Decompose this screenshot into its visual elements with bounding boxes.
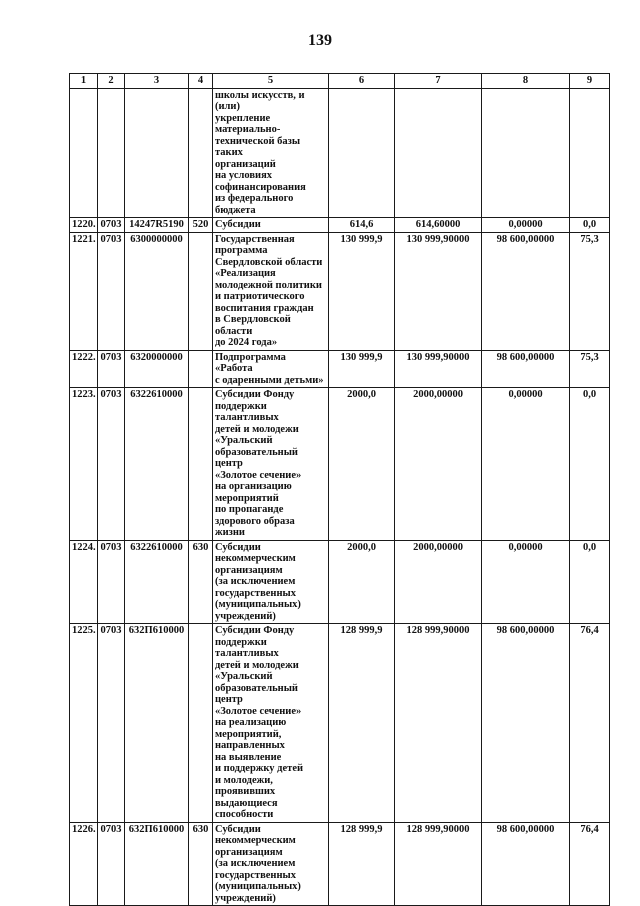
executed-amount: 0,00000	[482, 388, 570, 541]
header-col-3: 3	[125, 74, 189, 89]
target-article-code: 6322610000	[125, 540, 189, 624]
budget-table	[69, 73, 610, 906]
planned-amount: 2000,00000	[395, 388, 482, 541]
row-number: 1224.	[70, 540, 98, 624]
row-number: 1220.	[70, 218, 98, 233]
planned-amount: 2000,00000	[395, 540, 482, 624]
target-article-code: 6320000000	[125, 350, 189, 388]
table-row	[70, 388, 610, 541]
approved-amount: 130 999,9	[329, 232, 395, 350]
expense-type-code	[189, 232, 213, 350]
header-row	[70, 74, 610, 89]
section-code: 0703	[98, 540, 125, 624]
approved-amount: 128 999,9	[329, 624, 395, 823]
table-row	[70, 218, 610, 233]
expense-type-code: 520	[189, 218, 213, 233]
row-number: 1225.	[70, 624, 98, 823]
table-row	[70, 88, 610, 218]
header-col-4: 4	[189, 74, 213, 89]
header-col-1: 1	[70, 74, 98, 89]
execution-percent: 0,0	[570, 540, 610, 624]
section-code: 0703	[98, 232, 125, 350]
approved-amount: 2000,0	[329, 388, 395, 541]
table-row	[70, 232, 610, 350]
executed-amount: 0,00000	[482, 218, 570, 233]
execution-percent: 76,4	[570, 624, 610, 823]
executed-amount: 98 600,00000	[482, 350, 570, 388]
expense-type-code	[189, 388, 213, 541]
header-col-2: 2	[98, 74, 125, 89]
item-name: школы искусств, и (или) укрепление материально- технической базы таких организаций на условиях софинансирования из федерального бюджета	[213, 88, 329, 218]
execution-percent: 75,3	[570, 232, 610, 350]
expense-type-code	[189, 624, 213, 823]
item-name: Подпрограмма «Работа с одаренными детьми»	[213, 350, 329, 388]
item-name: Субсидии Фонду поддержки талантливых детей и молодежи «Уральский образовательный центр «Золотое сечение» на реализацию мероприятий, направленных на выявление и поддержку детей и молодежи, проявивших выдающиеся способности	[213, 624, 329, 823]
executed-amount: 98 600,00000	[482, 232, 570, 350]
target-article-code: 14247R5190	[125, 218, 189, 233]
row-number: 1226.	[70, 822, 98, 906]
target-article-code: 632П610000	[125, 822, 189, 906]
table-row	[70, 350, 610, 388]
expense-type-code	[189, 350, 213, 388]
execution-percent: 0,0	[570, 388, 610, 541]
executed-amount	[482, 88, 570, 218]
item-name: Государственная программа Свердловской области «Реализация молодежной политики и патриотического воспитания граждан в Свердловской области до 2024 года»	[213, 232, 329, 350]
expense-type-code	[189, 88, 213, 218]
section-code	[98, 88, 125, 218]
execution-percent: 76,4	[570, 822, 610, 906]
header-col-9: 9	[570, 74, 610, 89]
planned-amount: 128 999,90000	[395, 822, 482, 906]
approved-amount: 2000,0	[329, 540, 395, 624]
table-row	[70, 540, 610, 624]
approved-amount	[329, 88, 395, 218]
expense-type-code: 630	[189, 822, 213, 906]
target-article-code: 6322610000	[125, 388, 189, 541]
planned-amount: 128 999,90000	[395, 624, 482, 823]
header-col-8: 8	[482, 74, 570, 89]
execution-percent	[570, 88, 610, 218]
item-name: Субсидии некоммерческим организациям (за исключением государственных (муниципальных) учреждений)	[213, 822, 329, 906]
page-number: 139	[308, 32, 332, 49]
section-code: 0703	[98, 624, 125, 823]
executed-amount: 98 600,00000	[482, 822, 570, 906]
approved-amount: 614,6	[329, 218, 395, 233]
item-name: Субсидии некоммерческим организациям (за исключением государственных (муниципальных) учреждений)	[213, 540, 329, 624]
target-article-code: 632П610000	[125, 624, 189, 823]
planned-amount: 130 999,90000	[395, 232, 482, 350]
target-article-code	[125, 88, 189, 218]
executed-amount: 0,00000	[482, 540, 570, 624]
item-name: Субсидии	[213, 218, 329, 233]
planned-amount: 130 999,90000	[395, 350, 482, 388]
approved-amount: 128 999,9	[329, 822, 395, 906]
row-number	[70, 88, 98, 218]
section-code: 0703	[98, 822, 125, 906]
row-number: 1221.	[70, 232, 98, 350]
section-code: 0703	[98, 350, 125, 388]
planned-amount	[395, 88, 482, 218]
target-article-code: 6300000000	[125, 232, 189, 350]
item-name: Субсидии Фонду поддержки талантливых детей и молодежи «Уральский образовательный центр «Золотое сечение» на организацию мероприятий по пропаганде здорового образа жизни	[213, 388, 329, 541]
execution-percent: 75,3	[570, 350, 610, 388]
row-number: 1222.	[70, 350, 98, 388]
expense-type-code: 630	[189, 540, 213, 624]
planned-amount: 614,60000	[395, 218, 482, 233]
section-code: 0703	[98, 218, 125, 233]
approved-amount: 130 999,9	[329, 350, 395, 388]
executed-amount: 98 600,00000	[482, 624, 570, 823]
row-number: 1223.	[70, 388, 98, 541]
table-row	[70, 624, 610, 823]
section-code: 0703	[98, 388, 125, 541]
table-row	[70, 822, 610, 906]
header-col-6: 6	[329, 74, 395, 89]
header-col-5: 5	[213, 74, 329, 89]
execution-percent: 0,0	[570, 218, 610, 233]
header-col-7: 7	[395, 74, 482, 89]
